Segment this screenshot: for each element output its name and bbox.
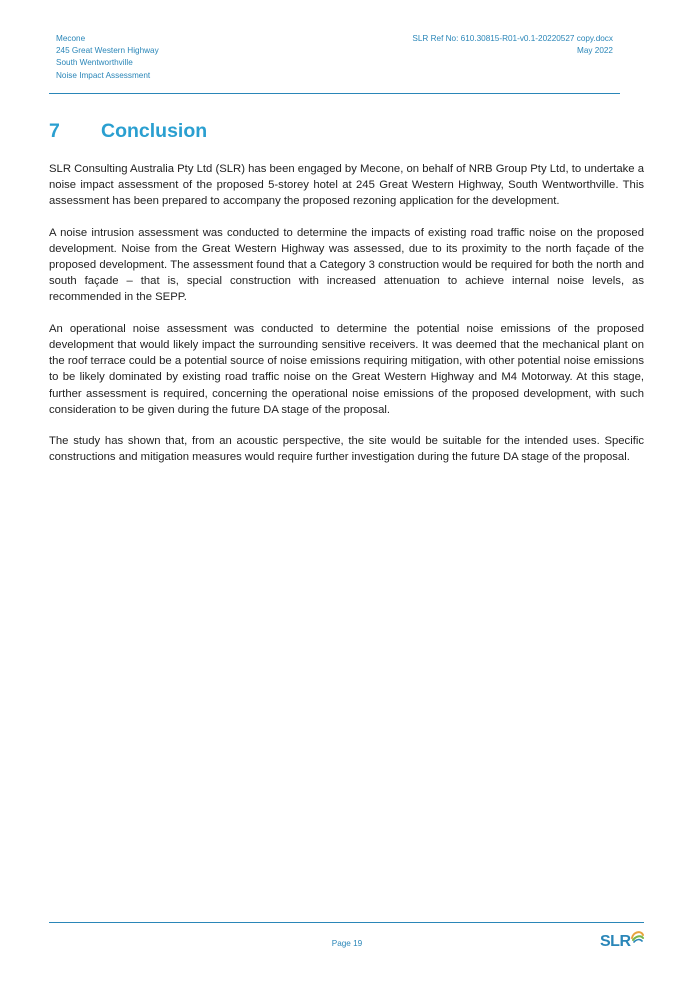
- header-date: May 2022: [577, 46, 613, 56]
- header-ref-number: SLR Ref No: 610.30815-R01-v0.1-20220527 copy.docx: [412, 34, 613, 43]
- header-report-title: Noise Impact Assessment: [56, 70, 151, 80]
- header-client: Mecone: [56, 34, 86, 43]
- paragraph-operational-noise: An operational noise assessment was conducted to determine the potential noise emissions of the proposed development that would likely impact the surrounding sensitive receivers. It was deemed that the mechanical plant on the roof terrace could be a potential source of noise emissions requiring mitigation, with other potential noise emissions to be likely dominated by existing road traffic noise on the Great Western Highway and M4 Motorway. At this stage, further assessment is required, concerning the operational noise emissions of the proposed development, with such consideration to be given during the future DA stage of the proposal.: [49, 323, 644, 416]
- section-number: 7: [49, 120, 60, 142]
- body-text: [49, 161, 644, 481]
- paragraph-engagement: SLR Consulting Australia Pty Ltd (SLR) has been engaged by Mecone, on behalf of NRB Group Pty Ltd, to undertake a noise impact assessment of the proposed 5-storey hotel at 245 Great Western Highway, South Wentworthville. This assessment has been prepared to accompany the proposed rezoning application for the development.: [49, 163, 644, 208]
- slr-swirl-icon: [630, 929, 645, 943]
- footer-divider: [49, 922, 644, 923]
- paragraph-study-outcome: The study has shown that, from an acoustic perspective, the site would be suitable for the intended uses. Specific constructions and mitigation measures would require further investigation during the future DA stage of the proposal.: [49, 435, 644, 464]
- section-heading: [49, 120, 207, 143]
- slr-logo: [600, 929, 646, 955]
- header-left: [56, 33, 159, 82]
- header-right: [412, 33, 613, 57]
- logo-text: SLR: [600, 933, 631, 950]
- header-address: 245 Great Western Highway: [56, 46, 159, 56]
- header-suburb: South Wentworthville: [56, 58, 133, 68]
- paragraph-noise-intrusion: A noise intrusion assessment was conducted to determine the impacts of existing road traffic noise on the proposed development. Noise from the Great Western Highway was assessed, due to its proximity to the north façade of the proposed development. The assessment found that a Category 3 construction would be required for both the north and south façade – that is, special construction with increased attenuation to achieve internal noise levels, as recommended in the SEPP.: [49, 226, 644, 304]
- section-title: Conclusion: [101, 120, 208, 142]
- page-number: Page 19: [331, 939, 363, 948]
- header-divider: [49, 93, 620, 94]
